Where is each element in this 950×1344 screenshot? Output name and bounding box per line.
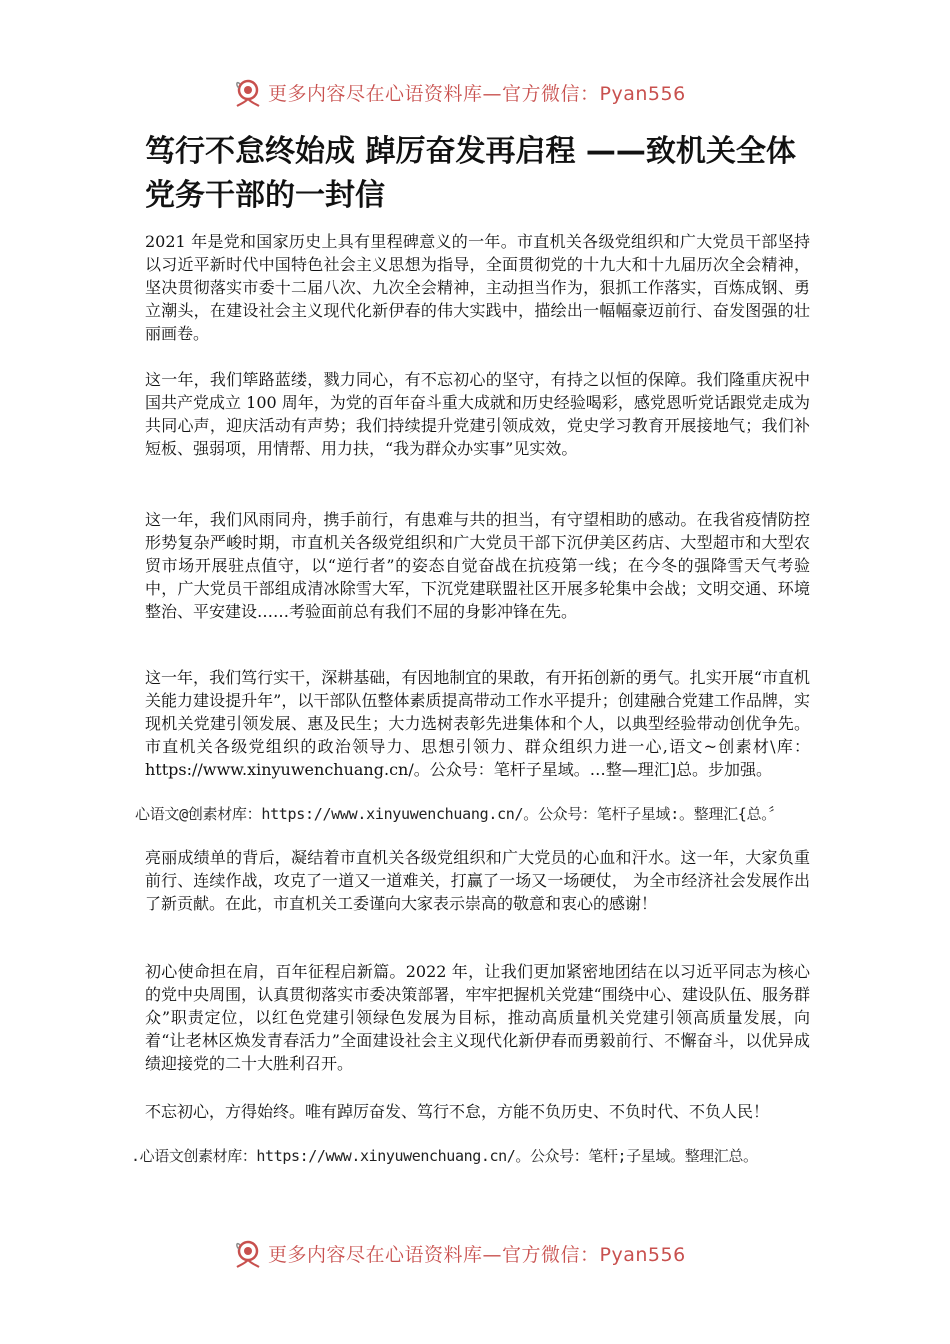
bottom-banner	[232, 1236, 686, 1270]
banner-text	[268, 79, 686, 106]
paragraph-2: 这一年，我们筚路蓝缕，戮力同心，有不忘初心的坚守，有持之以恒的保障。我们隆重庆祝中国共产党成立 100 周年，为党的百年奋斗重大成就和历史经验喝彩，感党恩听党话跟党走成为共同心声，迎庆活动有声势；我们持续提升党建引领成效，党史学习教育开展接地气；我们补短板、强弱项，用情帮、用力扶，“我为群众办实事”见实效。	[145, 370, 810, 458]
watermark-line-2: .心语文创素材库：https://www.xinyuwenchuang.cn/。公众号：笔杆;子星域。整理汇总。	[131, 1147, 758, 1165]
banner-wechat: Pyan556	[599, 1243, 686, 1266]
top-banner	[232, 75, 686, 109]
banner-main: 更多内容尽在心语资料库	[268, 1243, 483, 1266]
page-title: 笃行不怠终始成 踔厉奋发再启程 ——致机关全体党务干部的一封信	[145, 134, 796, 213]
flower-logo-icon	[232, 1237, 264, 1269]
paragraph-5: 亮丽成绩单的背后，凝结着市直机关各级党组织和广大党员的心血和汗水。这一年，大家负重前行、连续作战，攻克了一道又一道难关，打赢了一场又一场硬仗， 为全市经济社会发展作出了新贡献。在此，市直机关工委谨向大家表示崇高的敬意和衷心的感谢！	[145, 848, 810, 913]
paragraph-7: 不忘初心，方得始终。唯有踔厉奋发、笃行不怠，方能不负历史、不负时代、不负人民！	[145, 1102, 770, 1121]
flower-logo-icon	[232, 76, 264, 108]
paragraph-1: 2021 年是党和国家历史上具有里程碑意义的一年。市直机关各级党组织和广大党员干部坚持以习近平新时代中国特色社会主义思想为指导，全面贯彻党的十九大和十九届历次全会精神，坚决贯彻落实市委十二届八次、九次全会精神，主动担当作为，狠抓工作落实，百炼成钢、勇立潮头，在建设社会主义现代化新伊春的伟大实践中，描绘出一幅幅豪迈前行、奋发图强的壮丽画卷。	[145, 232, 810, 343]
paragraph-6: 初心使命担在肩，百年征程启新篇。2022 年，让我们更加紧密地团结在以习近平同志为核心的党中央周围，认真贯彻落实市委决策部署，牢牢把握机关党建“围绕中心、建设队伍、服务群众”职责定位，以红色党建引领绿色发展为目标，推动高质量机关党建引领高质量发展，向着“让老林区焕发青春活力”全面建设社会主义现代化新伊春而勇毅前行、不懈奋斗，以优异成绩迎接党的二十大胜利召开。	[145, 962, 810, 1073]
banner-sep: —官方微信：	[482, 82, 600, 105]
banner-main: 更多内容尽在心语资料库	[268, 82, 483, 105]
banner-sep: —官方微信：	[482, 1243, 600, 1266]
paragraph-3: 这一年，我们风雨同舟，携手前行，有患难与共的担当，有守望相助的感动。在我省疫情防控形势复杂严峻时期，市直机关各级党组织和广大党员干部下沉伊美区药店、大型超市和大型农贸市场开展驻点值守，以“逆行者”的姿态自觉奋战在抗疫第一线；在今冬的强降雪天气考验中，广大党员干部组成清冰除雪大军，下沉党建联盟社区开展多轮集中会战；文明交通、环境整治、平安建设……考验面前总有我们不屈的身影冲锋在先。	[145, 510, 810, 621]
paragraph-4: 这一年，我们笃行实干，深耕基础，有因地制宜的果敢，有开拓创新的勇气。扎实开展“市直机关能力建设提升年”，以干部队伍整体素质提高带动工作水平提升；创建融合党建工作品牌，实现机关党建引领发展、惠及民生；大力选树表彰先进集体和个人，以典型经验带动创优争先。市直机关各级党组织的政治领导力、思想引领力、群众组织力进一心,语文~创素材\库：https://www.xinyuwenchuang.cn/。公众号：笔杆子星域。…整—理汇]总。步加强。	[145, 668, 810, 779]
watermark-line-1: 心语文@创素材库：https://www.xinyuwenchuang.cn/。公众号：笔杆子星域:。整理汇{总。〞	[135, 805, 784, 823]
banner-wechat: Pyan556	[599, 82, 686, 105]
banner-text	[268, 1240, 686, 1267]
